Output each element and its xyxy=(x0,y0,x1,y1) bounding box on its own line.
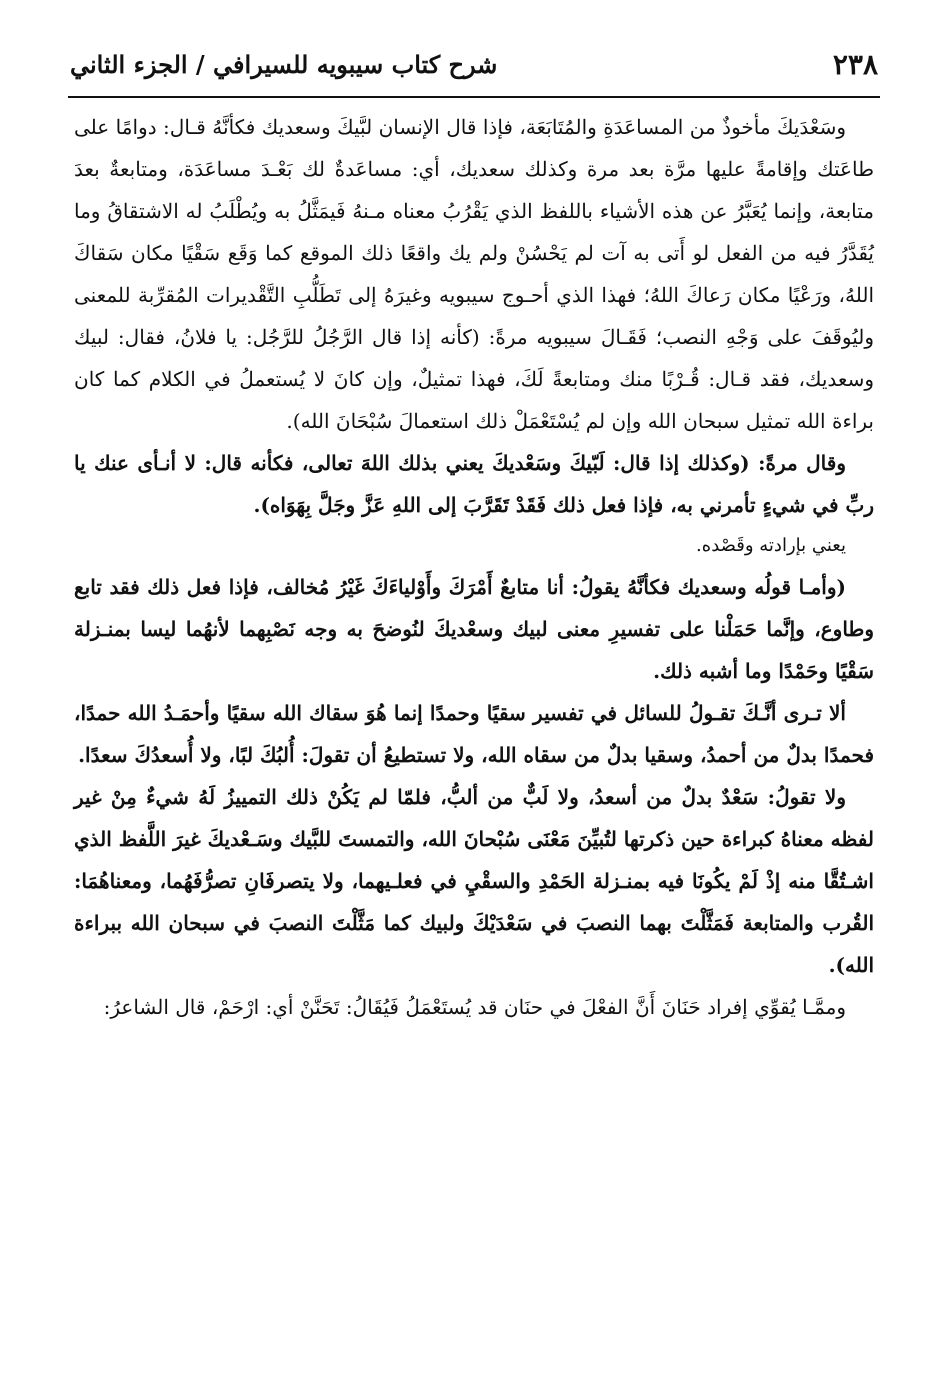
paragraph: وممَّـا يُقوِّي إفراد حَنَانَ أَنَّ الفعْلَ في حنَان قد يُستَعْمَلُ فَيُقَالُ: تَحَنَّنْ أي: ارْحَمْ، قال الشاعرُ: xyxy=(103,995,846,1019)
page-header xyxy=(70,40,878,96)
running-title: شرح كتاب سيبويه للسيرافي / الجزء الثاني xyxy=(70,50,498,79)
header-rule xyxy=(68,96,880,98)
page-number: ٢٣٨ xyxy=(832,48,878,81)
paragraph: وسَعْدَيكَ مأخوذٌ من المساعَدَةِ والمُتَابَعَة، فإذا قال الإنسان لبَّيكَ وسعديك فكأنَّهُ قـال: دوامًا على طاعَتك وإقامةً عليها مرَّة بعد مرة وكذلك سعديك، أي: مساعَدةٌ لك بَعْـدَ مساعَدَة، ومتابعةٌ بعدَ متابعة، وإنما يُعَبَّرُ عن هذه الأشياء باللفظ الذي يَقْرُبُ معناه مـنهُ فَيمَثَّلُ به ويُطْلَبُ له الاشتقاقُ وما يُقَدَّرُ فيه من الفعل لو أَتى به آت لم يَحْسُنْ ولم يك واقعًا ذلك الموقع كما وَقَع سَقْيًا مكان سَقاكَ اللهُ، ورَعْيًا مكان رَعاكَ اللهُ؛ فهذا الذي أحـوج سيبويه وغيرَهُ إلى تَطَلُّبِ التَّقْديرات المُقرِّبة للمعنى وليُوقَفَ على وَجْهِ النصب؛ فَقَـالَ سيبويه مرةً: (كأنه إذا قال الرَّجُلُ للرَّجُل: يا فلانُ، فقال: لبيك وسعديك، فقد قـال: قُـرْبًا منك ومتابعةً لَكَ، فهذا تمثيلٌ، وإن كانَ لا يُستعملُ في الكلام كما كان براءة الله تمثيل سبحان الله وإن لم يُسْتَعْمَلْ ذلك استعمالَ سُبْحَانَ الله). xyxy=(74,115,874,433)
paragraph-quote: وقال مرةً: (وكذلك إذا قال: لَبّيكَ وسَعْديكَ يعني بذلك اللهَ تعالى، فكأنه قال: لا أنـأى عنك يا ربِّ في شيءٍ تأمرني به، فإذا فعل ذلك فَقَدْ تَقَرَّبَ إلى اللهِ عَزَّ وجَلَّ بِهَوَاه). xyxy=(74,451,874,517)
paragraph-quote: (وأمـا قولُه وسعديك فكأنَّهُ يقولُ: أنا متابعٌ أَمْرَكَ وأَوْلياءَكَ غَيْرُ مُخالف، فإذا فعل ذلك فقد تابع وطاوع، وإنَّما حَمَلْنا على تفسيرِ معنى لبيك وسعْديكَ لنُوضحَ به وجه نَصْبِهما لأنهُما ليسا بمنـزلة سَقْيًا وحَمْدًا وما أشبه ذلك. xyxy=(74,575,874,683)
paragraph-quote: ألا تـرى أنَّـكَ تقـولُ للسائل في تفسير سقيًا وحمدًا إنما هُوَ سقاك الله سقيًا وأحمَـدُ الله حمدًا، فحمدًا بدلٌ من أحمدُ، وسقيا بدلٌ من سقاه الله، ولا تستطيعُ أن تقولَ: أُلبُكَ لبًا، ولا أُسعدُكَ سعدًا. xyxy=(74,701,874,767)
paragraph-quote: ولا تقولُ: سَعْدٌ بدلٌ من أسعدُ، ولا لَبٌّ من ألبُّ، فلمّا لم يَكُنْ ذلك التمييزُ لَهُ شيءٌ مِنْ غير لفظه معناهُ كبراءة حين ذكرتها لتُبيِّنَ مَعْنَى سُبْحانَ الله، والتمستَ للبَّيك وسَـعْديكَ غيرَ اللَّفظ الذي اشـتُقَّا منه إذْ لَمْ يكُونَا فيه بمنـزلة الحَمْدِ والسقْيِ في فعلـيهما، ولا يتصرفَانِ تصرُّفَهُما، ومعناهُمَا: القُرب والمتابعة فَمَثَّلْتَ بهما النصبَ في سَعْدَيْكَ ولبيك كما مَثَّلْتَ النصبَ في سبحان الله ببراءة الله). xyxy=(74,785,874,977)
body-text xyxy=(74,106,874,1028)
paragraph-note: يعني بإرادته وقَصْده. xyxy=(696,535,846,556)
